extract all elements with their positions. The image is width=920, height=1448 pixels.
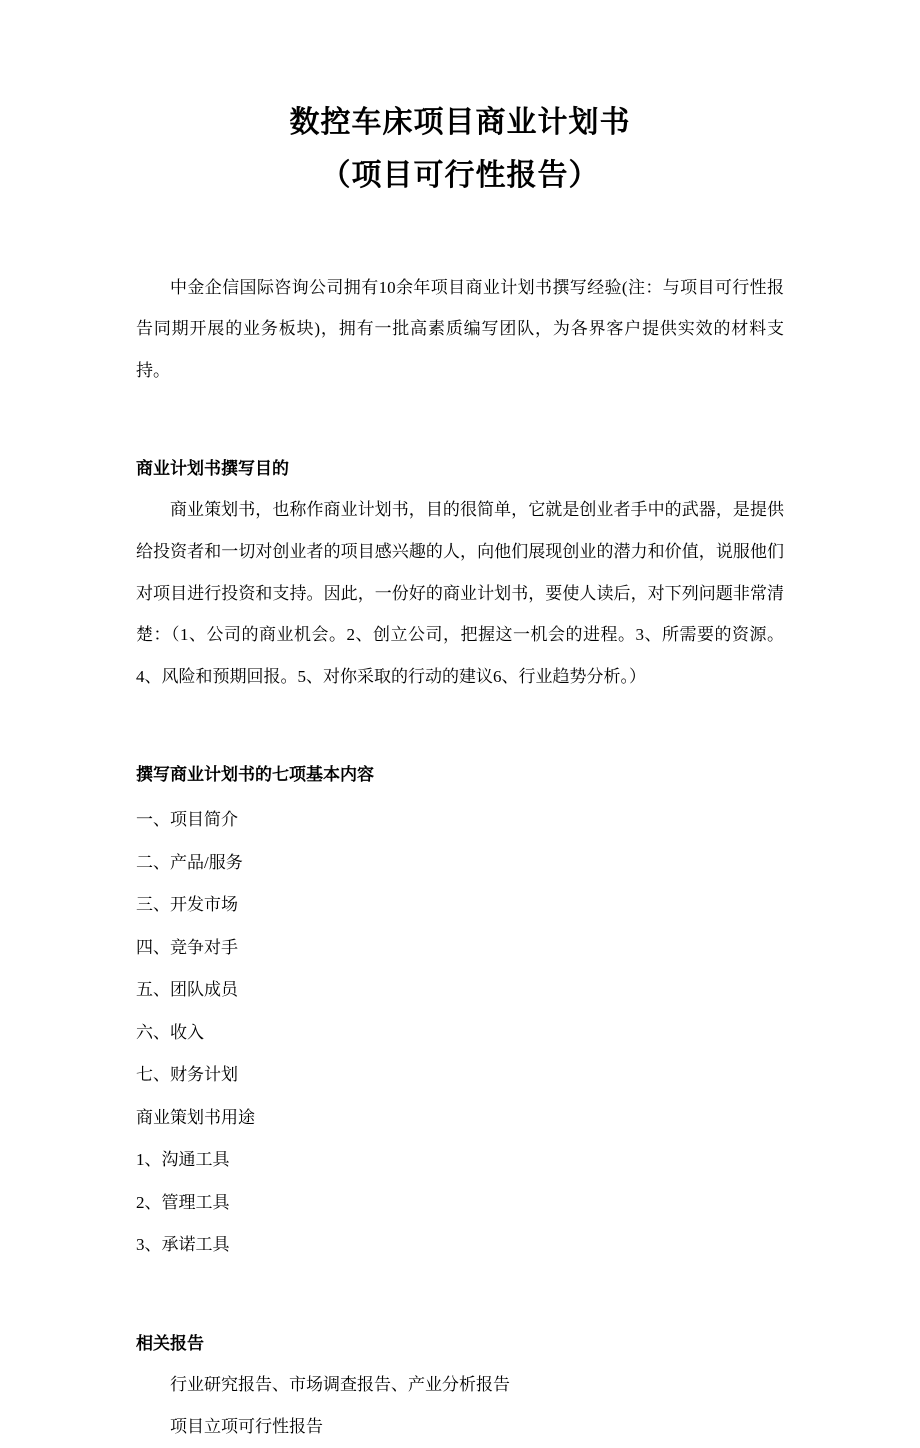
related-report-line: 行业研究报告、市场调查报告、产业分析报告 bbox=[170, 1375, 510, 1395]
list-item: 2、管理工具 bbox=[136, 1192, 230, 1212]
list-item: 商业策划书用途 bbox=[136, 1107, 255, 1127]
intro-paragraph: 中金企信国际咨询公司拥有10余年项目商业计划书撰写经验(注：与项目可行性报告同期开展的业务板块)，拥有一批高素质编写团队，为各界客户提供实效的材料支持。 bbox=[136, 277, 784, 381]
list-item: 3、承诺工具 bbox=[136, 1235, 230, 1255]
list-item: 五、团队成员 bbox=[136, 980, 238, 1000]
related-report-line: 项目立项可行性报告 bbox=[170, 1416, 323, 1436]
contents-list bbox=[136, 799, 784, 1267]
related-section-heading: 相关报告 bbox=[136, 1333, 204, 1353]
contents-section-heading: 撰写商业计划书的七项基本内容 bbox=[136, 764, 374, 784]
list-item: 二、产品/服务 bbox=[136, 852, 243, 872]
list-item: 三、开发市场 bbox=[136, 895, 238, 915]
list-item: 六、收入 bbox=[136, 1022, 204, 1042]
list-item: 1、沟通工具 bbox=[136, 1150, 230, 1170]
document-title bbox=[136, 96, 784, 203]
purpose-section-heading: 商业计划书撰写目的 bbox=[136, 458, 289, 478]
list-item: 四、竞争对手 bbox=[136, 937, 238, 957]
related-reports bbox=[136, 1364, 784, 1447]
list-item: 七、财务计划 bbox=[136, 1065, 238, 1085]
purpose-section-body: 商业策划书，也称作商业计划书，目的很简单，它就是创业者手中的武器，是提供给投资者和一切对创业者的项目感兴趣的人，向他们展现创业的潜力和价值，说服他们对项目进行投资和支持。因此，一份好的商业计划书，要使人读后，对下列问题非常清楚：（1、公司的商业机会。2、创立公司，把握这一机会的进程。3、所需要的资源。4、风险和预期回报。5、对你采取的行动的建议6、行业趋势分析。） bbox=[136, 500, 784, 686]
document-title-line2: （项目可行性报告） bbox=[320, 159, 600, 193]
list-item: 一、项目简介 bbox=[136, 810, 238, 830]
document-title-line1: 数控车床项目商业计划书 bbox=[289, 106, 631, 139]
